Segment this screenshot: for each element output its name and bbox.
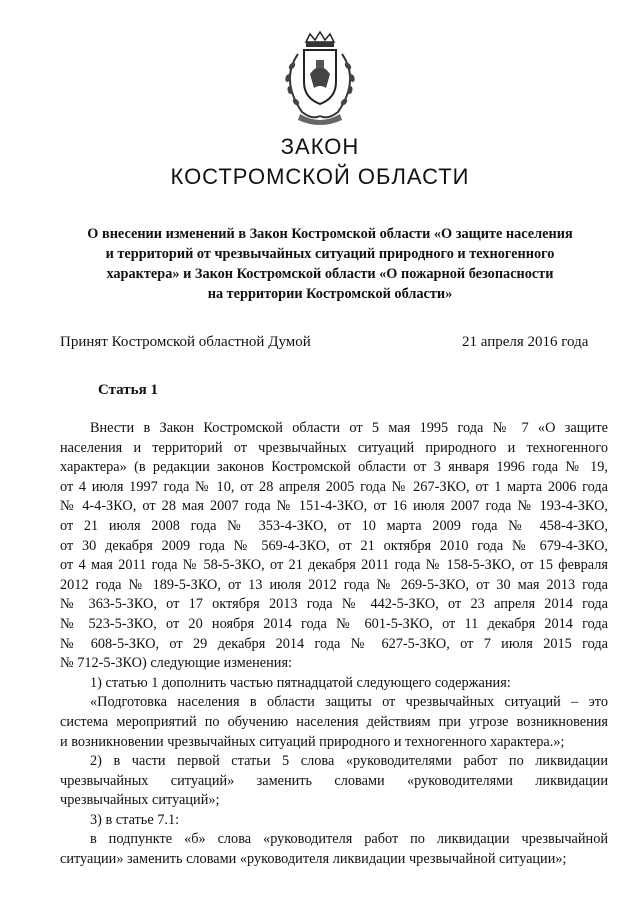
subject-line: О внесении изменений в Закон Костромской области «О защите населения xyxy=(87,226,573,242)
body-line: Внести в Закон Костромской области от 5 мая 1995 года № 7 «О защите xyxy=(90,420,608,436)
body-line: чрезвычайных ситуаций» заменить словами «руководителями ликвидации xyxy=(60,772,608,789)
article-title: Статья 1 xyxy=(98,382,158,398)
body-line: 1) статью 1 дополнить частью пятнадцатой следующего содержания: xyxy=(90,674,511,691)
body-line: ситуации» заменить словами «руководителя ликвидации чрезвычайной ситуации»; xyxy=(60,851,567,868)
body-line: от 21 июля 2008 года № 353-4-ЗКО, от 10 марта 2009 года № 458-4-ЗКО, xyxy=(60,517,608,534)
body-line: система мероприятий по обучению населения действиям при угрозе возникновения xyxy=(60,713,608,730)
body-line: в подпункте «б» слова «руководителя работ по ликвидации чрезвычайной xyxy=(90,831,608,848)
body-line: от 30 декабря 2009 года № 569-4-ЗКО, от 21 октября 2010 года № 679-4-ЗКО, xyxy=(60,537,608,554)
body-line: характера» (в редакции законов Костромской области от 3 января 1996 года № 19, xyxy=(60,459,608,476)
body-line: «Подготовка населения в области защиты от чрезвычайных ситуаций – это xyxy=(90,694,608,711)
body-line: № 608-5-ЗКО, от 29 декабря 2014 года № 627-5-ЗКО, от 7 июля 2015 года xyxy=(60,635,608,652)
body-line: № 523-5-ЗКО, от 20 ноября 2014 года № 601-5-ЗКО, от 11 декабря 2014 года xyxy=(60,615,608,632)
body-line: 3) в статье 7.1: xyxy=(90,811,180,828)
body-line: 2012 года № 189-5-ЗКО, от 13 июля 2012 года № 269-5-ЗКО, от 30 мая 2013 года xyxy=(60,576,608,593)
body-line: и возникновении чрезвычайных ситуаций природного и техногенного характера.»; xyxy=(60,733,565,750)
body-line: 2) в части первой статьи 5 слова «руководителями работ по ликвидации xyxy=(90,753,608,770)
adopted-by: Принят Костромской областной Думой xyxy=(60,334,311,350)
body-line: № 363-5-ЗКО, от 17 октября 2013 года № 442-5-ЗКО, от 23 апреля 2014 года xyxy=(60,596,608,613)
article-body xyxy=(60,419,608,870)
adoption-date: 21 апреля 2016 года xyxy=(462,334,589,350)
law-title-line2: КОСТРОМСКОЙ ОБЛАСТИ xyxy=(170,164,470,189)
body-line: № 4-4-ЗКО, от 28 мая 2007 года № 151-4-ЗКО, от 16 июля 2007 года № 193-4-ЗКО, xyxy=(60,498,608,515)
subject-line: и территорий от чрезвычайных ситуаций природного и техногенного xyxy=(105,246,555,262)
subject-line: на территории Костромской области» xyxy=(207,286,453,302)
body-line: чрезвычайных ситуаций»; xyxy=(60,792,220,809)
body-line: от 4 мая 2011 года № 58-5-ЗКО, от 21 декабря 2011 года № 158-5-ЗКО, от 15 февраля xyxy=(60,557,608,574)
subject-line: характера» и Закон Костромской области «О пожарной безопасности xyxy=(106,266,554,282)
law-subject xyxy=(60,224,600,304)
body-line: населения и территорий от чрезвычайных ситуаций природного и техногенного xyxy=(60,439,608,456)
body-line: № 712-5-ЗКО) следующие изменения: xyxy=(60,655,292,672)
body-line: от 4 июля 1997 года № 10, от 28 апреля 2005 года № 267-ЗКО, от 1 марта 2006 года xyxy=(60,478,608,495)
kostroma-coat-of-arms-icon xyxy=(266,30,374,130)
law-title-line1: ЗАКОН xyxy=(280,134,360,159)
